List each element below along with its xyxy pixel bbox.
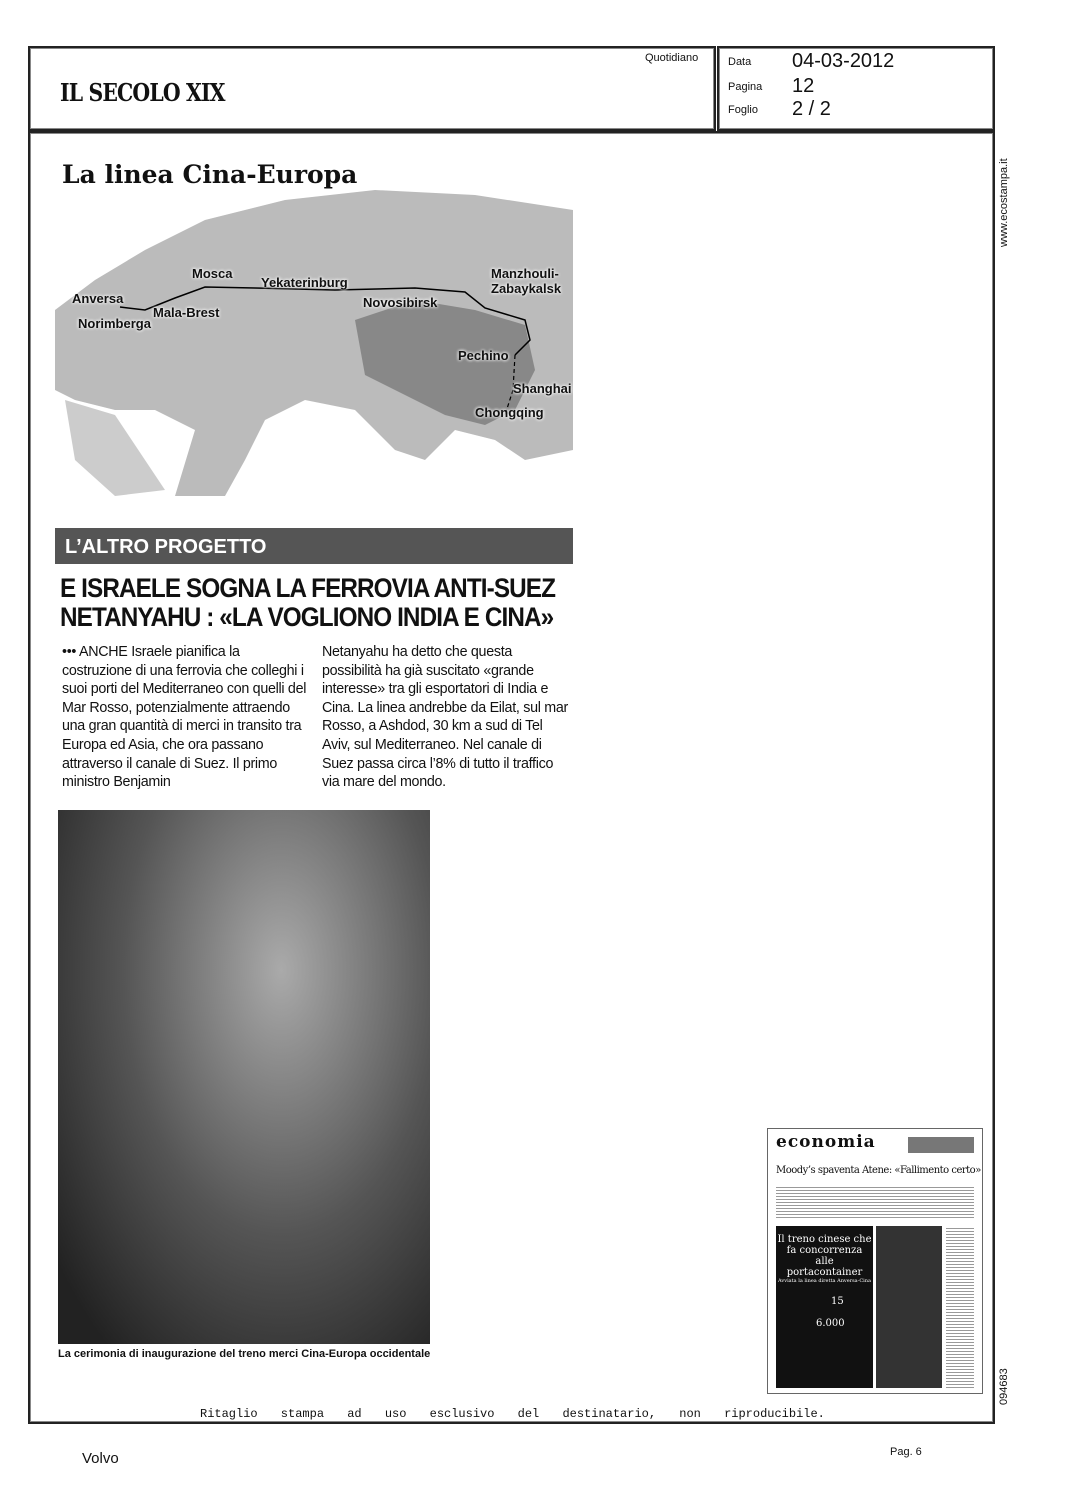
city-label: Shanghai — [513, 381, 572, 396]
thumb-sub: Avviata la linea diretta Anversa-Cina — [778, 1278, 871, 1284]
thumb-headline: Moody’s spaventa Atene: «Fallimento certo» — [776, 1165, 981, 1176]
city-label: Pechino — [458, 348, 509, 363]
page-thumbnail — [767, 1128, 983, 1394]
headline-line-1: E ISRAELE SOGNA LA FERROVIA ANTI-SUEZ — [60, 573, 556, 603]
city-label: Zabaykalsk — [491, 281, 562, 296]
city-label: Chongqing — [475, 405, 544, 420]
city-label: Norimberga — [78, 316, 151, 331]
thumb-section: economia — [776, 1132, 876, 1152]
photo — [58, 810, 430, 1344]
article-column-1: ••• ANCHE Israele pianifica la costruzione di una ferrovia che colleghi i suoi porti del Mediterraneo con quelli del Mar Rosso, potenzialmente attraendo una gran quantità di merci in transito tra Europa ed Asia, che ora passano attraverso il canale di Suez. Il primo ministro Benjamin — [62, 644, 307, 791]
thumb-num1: 15 — [831, 1296, 844, 1307]
sheet-value: 2 / 2 — [792, 98, 831, 120]
thumb-feature: Il treno cinese che fa concorrenza alle portacontainer — [777, 1234, 872, 1278]
clipping-code: 094683 — [998, 1368, 1010, 1405]
page-label: Pagina — [728, 81, 763, 93]
footer-notice: Ritaglio stampa ad uso esclusivo del destinatario, non riproducibile. — [200, 1407, 825, 1421]
sheet-label: Foglio — [728, 104, 758, 116]
city-label: Novosibirsk — [363, 295, 438, 310]
publication-logo: IL SECOLO XIX — [60, 78, 225, 107]
headline — [60, 574, 555, 632]
date-label: Data — [728, 56, 752, 68]
article-column-2: Netanyahu ha detto che questa possibilità ha già suscitato «grande interesse» tra gli esportatori di India e Cina. La linea andrebbe da Eilat, sul mar Rosso, a Ashdod, 30 km a sud di Tel Aviv, sul Mediterraneo. Nel canale di Suez passa circa l’8% di tutto il traffico via mare del mondo. — [322, 644, 568, 791]
map-title: La linea Cina-Europa — [62, 160, 358, 189]
section-bar: L’ALTRO PROGETTO — [55, 528, 573, 564]
site-url: www.ecostampa.it — [998, 158, 1010, 247]
headline-line-2: NETANYAHU : «LA VOGLIONO INDIA E CINA» — [60, 602, 554, 632]
city-label: Anversa — [72, 291, 124, 306]
map — [55, 160, 573, 496]
page-number: Pag. 6 — [890, 1446, 922, 1458]
date-value: 04-03-2012 — [792, 50, 895, 72]
thumb-num2: 6.000 — [816, 1318, 845, 1329]
city-label: Mosca — [192, 266, 233, 281]
city-label: Manzhouli- — [491, 266, 559, 281]
client-name: Volvo — [82, 1450, 119, 1467]
frequency: Quotidiano — [645, 52, 699, 64]
photo-caption: La cerimonia di inaugurazione del treno merci Cina-Europa occidentale — [58, 1348, 431, 1360]
page-value: 12 — [792, 75, 815, 97]
city-label: Mala-Brest — [153, 305, 220, 320]
city-label: Yekaterinburg — [261, 275, 348, 290]
